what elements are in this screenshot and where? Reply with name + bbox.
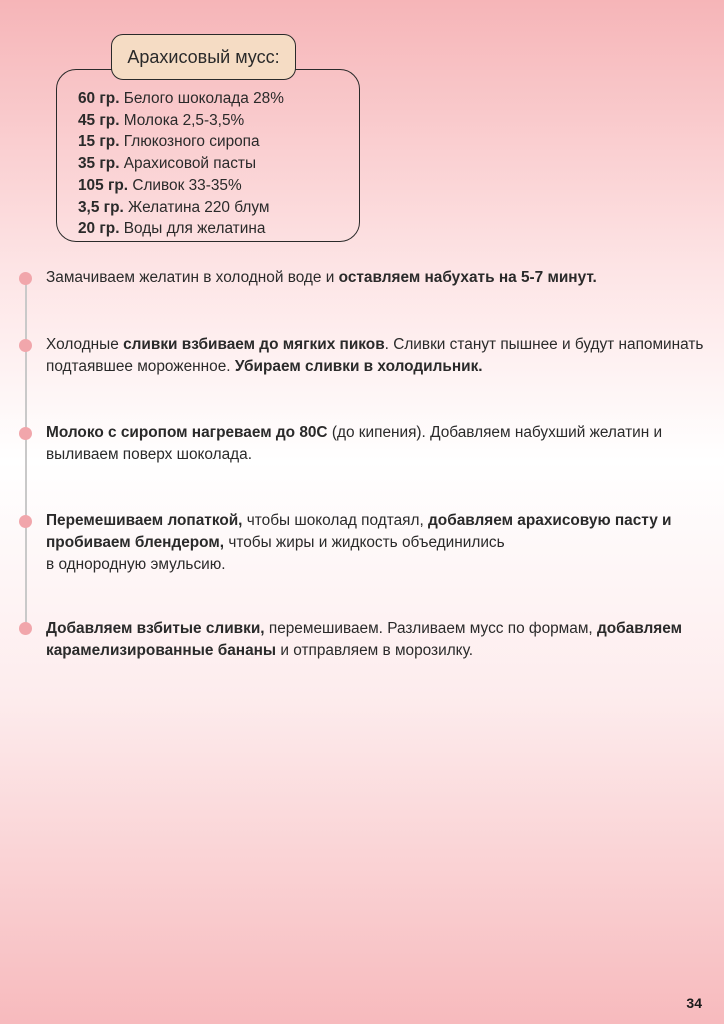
step-1 xyxy=(46,267,706,289)
step-4 xyxy=(46,510,706,576)
step-emphasis: Перемешиваем лопаткой, xyxy=(46,512,243,529)
step-text: чтобы шоколад подтаял, xyxy=(242,512,429,529)
ingredient-item xyxy=(78,131,284,153)
ingredient-item xyxy=(78,175,284,197)
step-bullet-2 xyxy=(19,339,32,352)
timeline-line xyxy=(25,276,27,630)
step-bullet-4 xyxy=(19,515,32,528)
step-text: Холодные xyxy=(46,336,124,353)
step-5 xyxy=(46,618,706,662)
step-bullet-1 xyxy=(19,272,32,285)
ingredient-qty: 105 гр. xyxy=(78,176,129,194)
step-emphasis: Добавляем взбитые сливки, xyxy=(46,620,265,637)
ingredient-item xyxy=(78,197,284,219)
page-number: 34 xyxy=(686,995,702,1011)
step-emphasis: добавляем карамелизированные бананы xyxy=(46,620,682,659)
step-emphasis: сливки взбиваем до мягких пиков xyxy=(123,336,385,353)
recipe-title xyxy=(111,34,296,80)
step-emphasis: Убираем сливки в холодильник. xyxy=(234,358,483,375)
step-text: и отправляем в морозилку. xyxy=(276,642,474,659)
ingredient-name: Молока 2,5-3,5% xyxy=(119,111,245,129)
ingredient-qty: 20 гр. xyxy=(78,220,120,238)
ingredient-qty: 15 гр. xyxy=(78,133,120,151)
ingredient-name: Желатина 220 блум xyxy=(123,198,270,216)
ingredient-qty: 45 гр. xyxy=(78,111,120,129)
ingredient-qty: 60 гр. xyxy=(78,90,120,107)
ingredient-item xyxy=(78,153,284,175)
step-emphasis: добавляем арахисовую пасту и пробиваем блендером, xyxy=(46,512,672,551)
step-emphasis: Молоко с сиропом нагреваем до 80С xyxy=(46,424,328,441)
step-text: (до кипения). Добавляем набухший желатин и выливаем поверх шоколада. xyxy=(46,424,663,463)
ingredient-name: Воды для желатина xyxy=(119,220,266,238)
ingredient-name: Арахисовой пасты xyxy=(119,155,257,173)
step-3 xyxy=(46,422,706,466)
step-emphasis: оставляем набухать на 5-7 минут. xyxy=(338,269,597,286)
ingredient-item xyxy=(78,88,284,110)
step-text: чтобы жиры и жидкость объединились xyxy=(224,534,505,551)
ingredient-item xyxy=(78,110,284,132)
step-text: . Сливки станут пышнее и будут напоминать подтаявшее мороженное. xyxy=(46,336,704,375)
ingredient-item xyxy=(78,218,284,240)
step-text: в однородную эмульсию. xyxy=(46,556,226,573)
ingredient-name: Белого шоколада 28% xyxy=(119,90,284,107)
recipe-title-text: Арахисовый мусс: xyxy=(127,46,280,67)
step-bullet-3 xyxy=(19,427,32,440)
step-text: перемешиваем. Разливаем мусс по формам, xyxy=(264,620,597,637)
ingredient-qty: 35 гр. xyxy=(78,155,120,173)
step-2 xyxy=(46,334,706,378)
ingredient-qty: 3,5 гр. xyxy=(78,198,124,216)
step-bullet-5 xyxy=(19,622,32,635)
ingredients-list xyxy=(78,88,284,240)
ingredient-name: Глюкозного сиропа xyxy=(119,133,260,151)
ingredient-name: Сливок 33-35% xyxy=(128,176,242,194)
step-text: Замачиваем желатин в холодной воде и xyxy=(46,269,339,286)
